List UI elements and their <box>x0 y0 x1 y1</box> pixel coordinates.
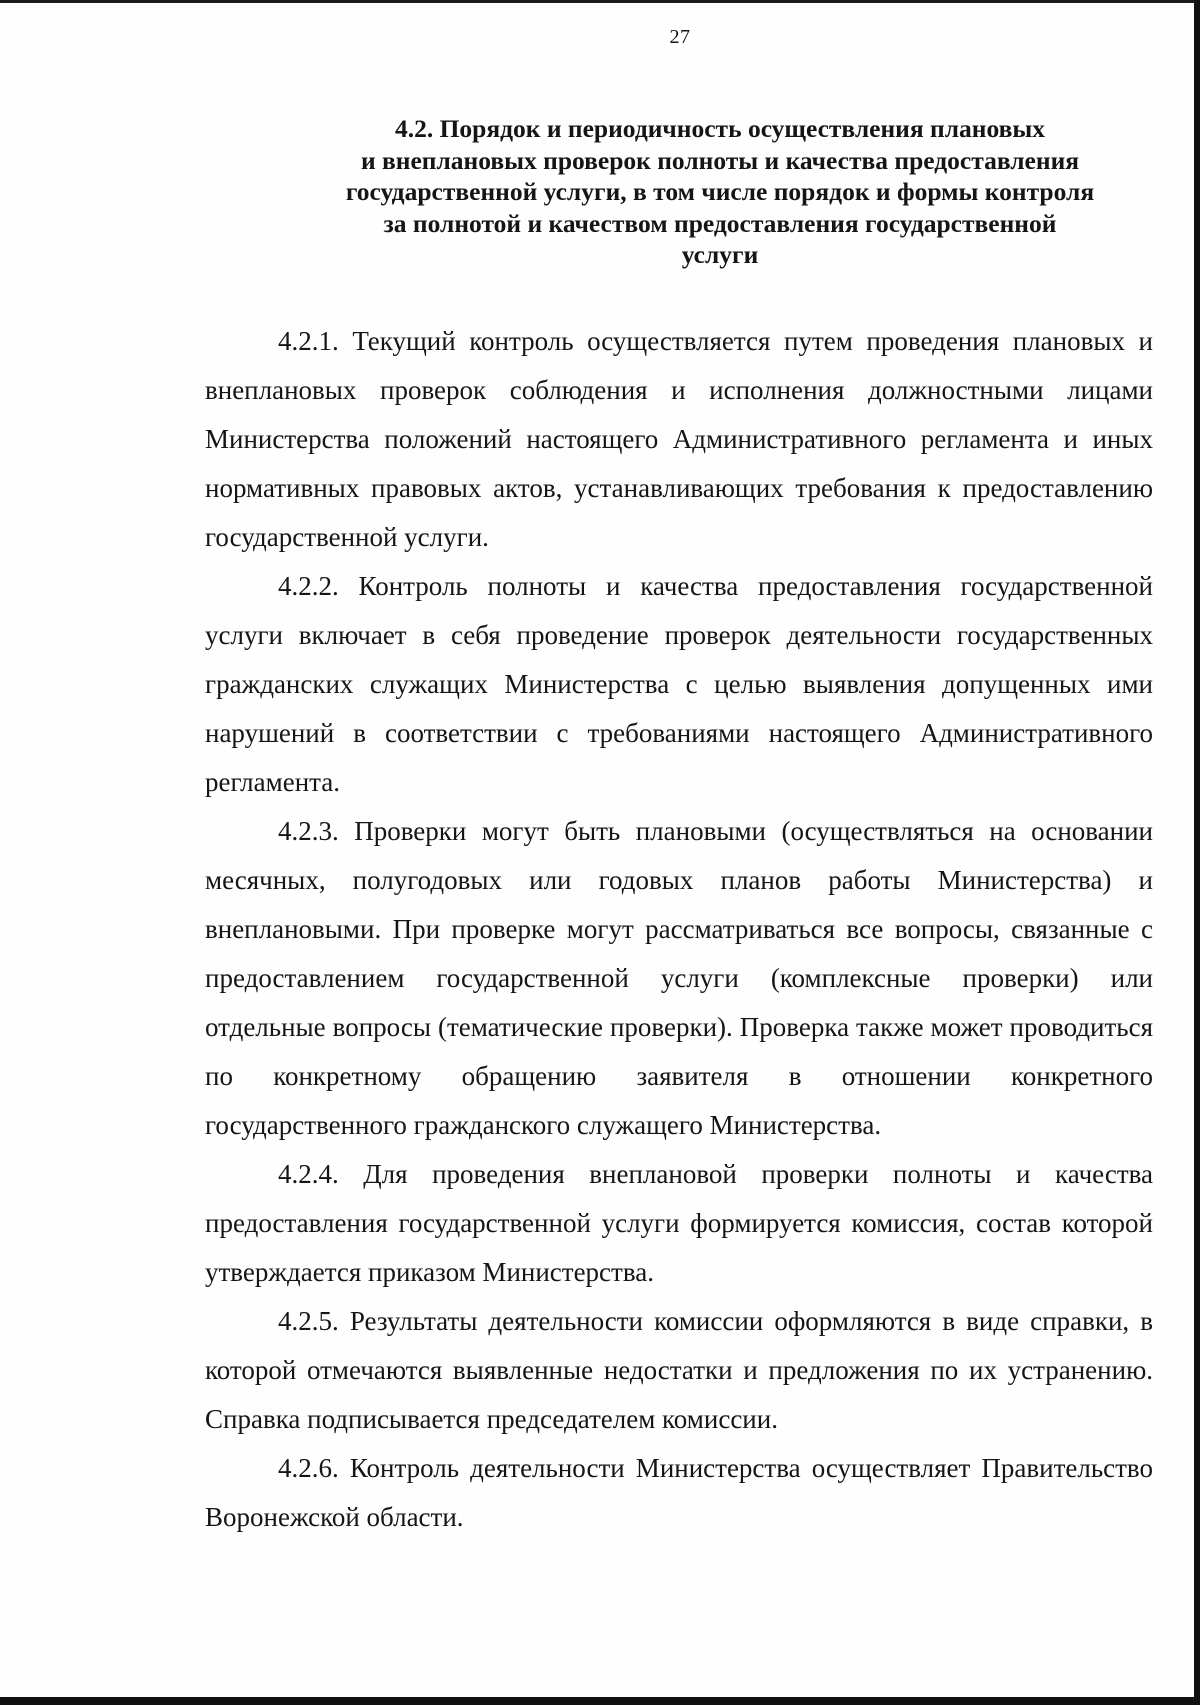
scan-border-top <box>0 0 1200 3</box>
section-heading-line: за полнотой и качеством предоставления государственной <box>383 208 1057 238</box>
paragraph-4-2-4: 4.2.4. Для проведения внеплановой проверки полноты и качества предоставления государственной услуги формируется комиссия, состав которой утверждается приказом Министерства. <box>205 1159 1153 1287</box>
scan-border-bottom <box>0 1697 1200 1705</box>
page-number: 27 <box>669 26 691 48</box>
section-heading-line: и внеплановых проверок полноты и качества предоставления <box>360 145 1080 175</box>
paragraph-4-2-1: 4.2.1. Текущий контроль осуществляется путем проведения плановых и внеплановых проверок соблюдения и исполнения должностными лицами Министерства положений настоящего Административного регламента и иных нормативных правовых актов, устанавливающих требования к предоставлению государственной услуги. <box>205 326 1153 552</box>
section-heading <box>270 113 1170 271</box>
paragraph-4-2-5: 4.2.5. Результаты деятельности комиссии оформляются в виде справки, в которой отмечаются выявленные недостатки и предложения по их устранению. Справка подписывается председателем комиссии. <box>205 1306 1153 1434</box>
paragraph-4-2-3: 4.2.3. Проверки могут быть плановыми (осуществляться на основании месячных, полугодовых или годовых планов работы Министерства) и внеплановыми. При проверке могут рассматриваться все вопросы, связанные с предоставлением государственной услуги (комплексные проверки) или отдельные вопросы (тематические проверки). Проверка также может проводиться по конкретному обращению заявителя в отношении конкретного государственного гражданского служащего Министерства. <box>205 816 1153 1140</box>
scan-border-right <box>1194 0 1200 1705</box>
paragraph-4-2-2: 4.2.2. Контроль полноты и качества предоставления государственной услуги включает в себя проведение проверок деятельности государственных гражданских служащих Министерства с целью выявления допущенных ими нарушений в соответствии с требованиями настоящего Административного регламента. <box>205 571 1153 797</box>
section-heading-line: государственной услуги, в том числе порядок и формы контроля <box>345 177 1095 206</box>
paragraph-4-2-6: 4.2.6. Контроль деятельности Министерства осуществляет Правительство Воронежской области. <box>205 1453 1153 1532</box>
section-body <box>205 317 1153 1542</box>
section-heading-line: услуги <box>681 240 759 269</box>
section-heading-line: 4.2. Порядок и периодичность осуществления плановых <box>394 114 1046 143</box>
